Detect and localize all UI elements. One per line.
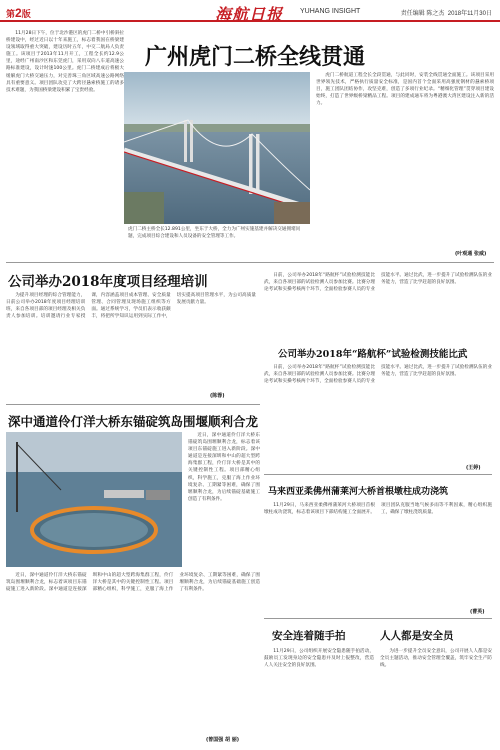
story4-intro: 日前，公司举办2018年“路航杯”试验检测技能比武，来自各项目部的试验检测人员参加比赛。比赛分理论考试和实操考核两个环节，全面检验参赛人员的专业技能水平。通过比武，进一步提升了试验检测队伍的业务能力，营造了比学赶超的良好氛围。 bbox=[264, 273, 492, 293]
story3-body: 近日，深中通道伶仃洋大桥东锚碇筑岛围堰顺利合龙，标志着该项目东锚碇施工进入新阶段。深中通道是连接深圳和中山的超大型跨海集群工程，伶仃洋大桥是其中的关键控制性工程。项目部精心组织，科学施工，克服了海上作业环境复杂、工期紧等困难，确保了围堰顺利合龙，为后续锚碇基础施工创造了有利条件。 bbox=[6, 573, 260, 593]
story3-headline: 深中通道伶仃洋大桥东锚碇筑岛围堰顺利合龙 bbox=[8, 414, 259, 429]
story2-body: 为提升项目经理的综合管理能力，日前公司举办2018年度项目经理培训班，来自各项目部的项目经理及相关负责人参加培训。培训邀请行业专家授课，内容涵盖项目成本管理、安全质量管理、合同管理及现场施工组织等方面。通过系统学习，学员们表示收获颇丰，将把所学知识运用到实际工作中，切实提高项目管理水平，为公司高质量发展贡献力量。 bbox=[6, 293, 256, 320]
story5-body: 11月29日，马来西亚柔佛州蒲莱河大桥项目首根墩柱成功浇筑，标志着该项目下部结构施工全面展开。项目团队克服当地气候多雨等不利因素，精心组织施工，确保了墩柱浇筑质量。 bbox=[264, 503, 492, 516]
story2-divider bbox=[6, 404, 260, 405]
cofferdam-image bbox=[6, 432, 182, 567]
bridge-image bbox=[124, 72, 310, 224]
masthead bbox=[0, 0, 500, 22]
newspaper-logo: 海航日报 bbox=[215, 5, 284, 24]
lead-right-column: 虎门二桥航道工程全长全段贯通，与此同时，安装全线贯通全面施工。该项目采用世界领先技术，严格执行质量安全标准，是国内首个全面采用高强度钢材的悬索桥项目，施工团队团结协作，攻坚克难，创造了多项行业纪录。“精细化管理”贯穿项目建设始终，打造了世界级桥梁精品工程。项目的建成通车将为粤港澳大湾区建设注入新的活力。 bbox=[316, 73, 494, 107]
story5-divider bbox=[264, 618, 492, 619]
cofferdam-photo bbox=[6, 432, 182, 567]
story4-reporter: (王婷) bbox=[466, 465, 481, 471]
lead-headline: 广州虎门二桥全线贯通 bbox=[145, 44, 366, 70]
bridge-photo bbox=[124, 72, 310, 224]
lead-intro-column: 11月28日下午，位于北沙港区的虎门二桥中引桥斜拉桥建设中，经过近日以十年来施工，标志着我国在桥梁建设领域取得重大突破，建设历时五年，中交二航局人负责施工。该项目于2013年11月开工，工程全长约12.9公里，途经广州南沙区和东莞虎门，采用双向八车道高速公路标准建设，设计时速100公里。虎门二桥建成后将极大缓解虎门大桥交通压力，对完善珠三角区域高速公路网络具有重要意义。项目团队攻克了大跨径悬索桥施工的诸多技术难题，为我国桥梁建设积累了宝贵经验。 bbox=[6, 31, 124, 93]
story4-body: 日前，公司举办2018年“路航杯”试验检测技能比武，来自各项目部的试验检测人员参加比赛。比赛分理论考试和实操考核两个环节，全面检验参赛人员的专业技能水平。通过比武，进一步提升了试验检测队伍的业务能力，营造了比学赶超的良好氛围。 bbox=[264, 365, 492, 385]
story4-headline: 公司举办2018年“路航杯”试验检测技能比武 bbox=[278, 349, 468, 360]
lead-reporter: (叶观通 张威) bbox=[455, 251, 487, 257]
lead-photo-caption: 虎门二桥主桥全长12.891公里，坐东于大桥，全力为广州实施基建并解决交通拥堵问题，完成项目综合建设和人员设备的安全管理等工作。 bbox=[128, 227, 301, 239]
story2-reporter: (陈蓉) bbox=[210, 393, 225, 399]
story6-body-left: 11月29日，公司组织开展安全隐患随手拍活动，鼓励员工发现身边的安全隐患并及时上报整改，营造人人关注安全的良好氛围。 bbox=[264, 649, 374, 669]
story5-reporter: (曹英) bbox=[470, 609, 485, 615]
issue-meta: 责任编辑 陈之杰 2018年11月30日 bbox=[400, 11, 492, 17]
page-number: 第2版 bbox=[6, 6, 31, 20]
section-name: YUHANG INSIGHT bbox=[300, 8, 361, 15]
story6-body-right: 为进一步提升全员安全意识，公司开展人人都是安全员主题活动，推动安全管理全覆盖，筑牢安全生产防线。 bbox=[380, 649, 492, 669]
story2-headline: 公司举办2018年度项目经理培训 bbox=[8, 274, 208, 290]
story6-headline-left: 安全连着随手拍 bbox=[272, 630, 346, 642]
story5-headline: 马来西亚柔佛州蒲莱河大桥首根墩柱成功浇筑 bbox=[268, 487, 449, 497]
section-divider bbox=[6, 262, 494, 263]
story3-side-column: 近日，深中通道伶仃洋大桥东锚碇筑岛围堰顺利合龙，标志着该项目东锚碇施工进入新阶段。深中通道是连接深圳和中山的超大型跨海集群工程，伶仃洋大桥是其中的关键控制性工程。项目部精心组织，科学施工，克服了海上作业环境复杂、工期紧等困难，确保了围堰顺利合龙，为后续锚碇基础施工创造了有利条件。 bbox=[188, 433, 260, 502]
story3-reporter: (曾国强 胡 丽) bbox=[206, 737, 240, 743]
story6-headline-right: 人人都是安全员 bbox=[380, 630, 454, 642]
story4-divider bbox=[264, 474, 492, 475]
